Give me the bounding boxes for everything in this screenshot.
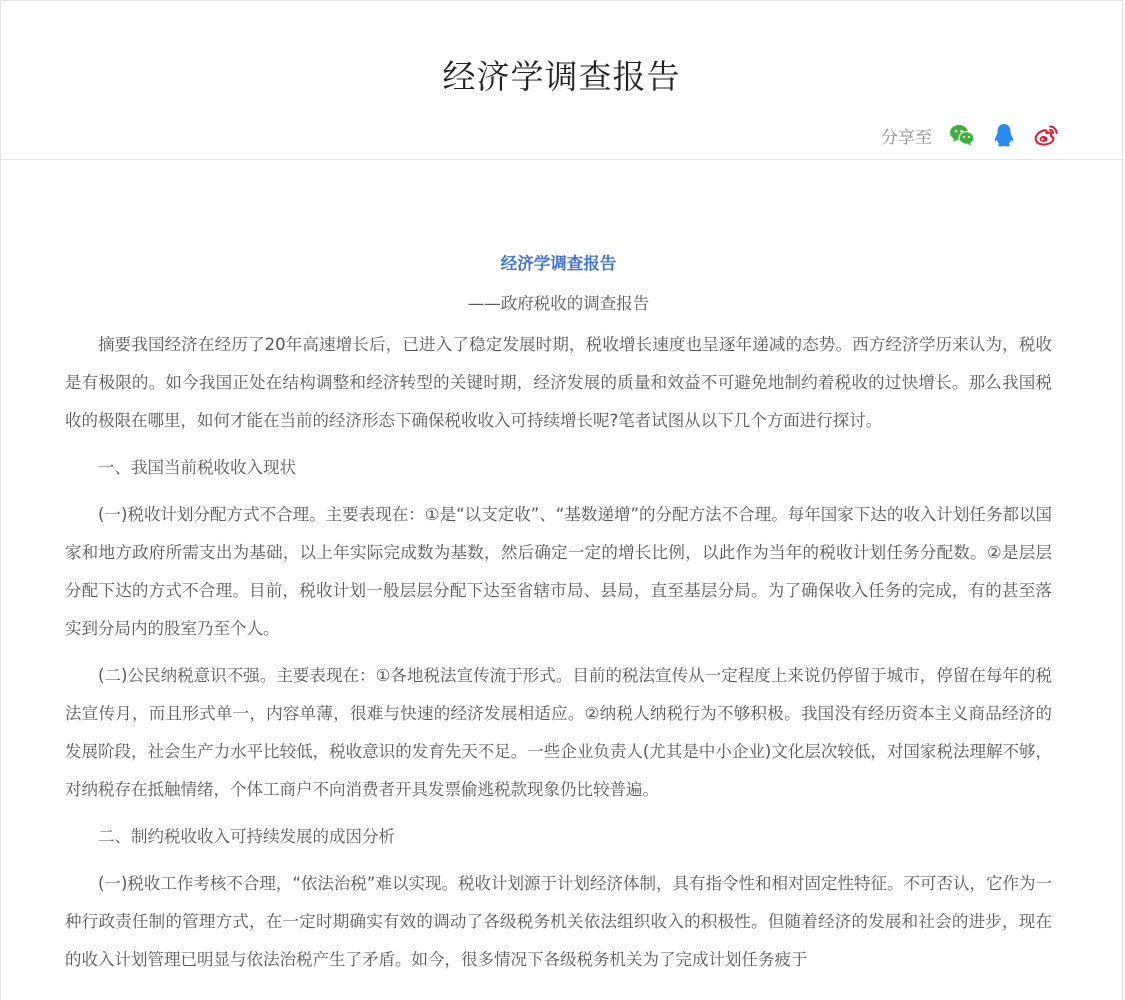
article-title: 经济学调查报告 bbox=[500, 254, 617, 273]
weibo-icon[interactable] bbox=[1032, 121, 1060, 149]
page-title: 经济学调查报告 bbox=[442, 57, 681, 96]
share-bar bbox=[881, 121, 1060, 149]
article-body bbox=[1, 160, 1122, 979]
article-subtitle: ——政府税收的调查报告 bbox=[467, 294, 650, 313]
header bbox=[1, 1, 1122, 160]
wechat-icon[interactable] bbox=[948, 121, 976, 149]
paragraph: (一)税收工作考核不合理，“依法治税”难以实现。税收计划源于计划经济体制，具有指令性和相对固定性特征。不可否认，它作为一种行政责任制的管理方式，在一定时期确实有效的调动了各级税务机关依法组织收入的积极性。但随着经济的发展和社会的进步，现在的收入计划管理已明显与依法治税产生了矛盾。如今，很多情况下各级税务机关为了完成计划任务疲于 bbox=[65, 874, 1052, 969]
share-label: 分享至 bbox=[881, 127, 932, 148]
paragraph-abstract: 摘要我国经济在经历了20年高速增长后，已进入了稳定发展时期，税收增长速度也呈逐年递减的态势。西方经济学历来认为，税收是有极限的。如今我国正处在结构调整和经济转型的关键时期，经济发展的质量和效益不可避免地制约着税收的过快增长。那么我国税收的极限在哪里，如何才能在当前的经济形态下确保税收收入可持续增长呢?笔者试图从以下几个方面进行探讨。 bbox=[65, 335, 1052, 430]
qq-icon[interactable] bbox=[990, 121, 1018, 149]
paragraph: (一)税收计划分配方式不合理。主要表现在：①是“以支定收”、“基数递增”的分配方法不合理。每年国家下达的收入计划任务都以国家和地方政府所需支出为基础，以上年实际完成数为基数，然后确定一定的增长比例，以此作为当年的税收计划任务分配数。②是层层分配下达的方式不合理。目前，税收计划一般层层分配下达至省辖市局、县局，直至基层分局。为了确保收入任务的完成，有的甚至落实到分局内的股室乃至个人。 bbox=[65, 505, 1052, 638]
section-heading-2: 二、制约税收收入可持续发展的成因分析 bbox=[98, 827, 395, 846]
paragraph: (二)公民纳税意识不强。主要表现在：①各地税法宣传流于形式。目前的税法宣传从一定程度上来说仍停留于城市，停留在每年的税法宣传月，而且形式单一，内容单薄，很难与快速的经济发展相适应。②纳税人纳税行为不够积极。我国没有经历资本主义商品经济的发展阶段，社会生产力水平比较低，税收意识的发育先天不足。一些企业负责人(尤其是中小企业)文化层次较低，对国家税法理解不够，对纳税存在抵触情绪，个体工商户不向消费者开具发票偷逃税款现象仍比较普遍。 bbox=[65, 666, 1052, 799]
section-heading-1: 一、我国当前税收收入现状 bbox=[98, 458, 296, 477]
